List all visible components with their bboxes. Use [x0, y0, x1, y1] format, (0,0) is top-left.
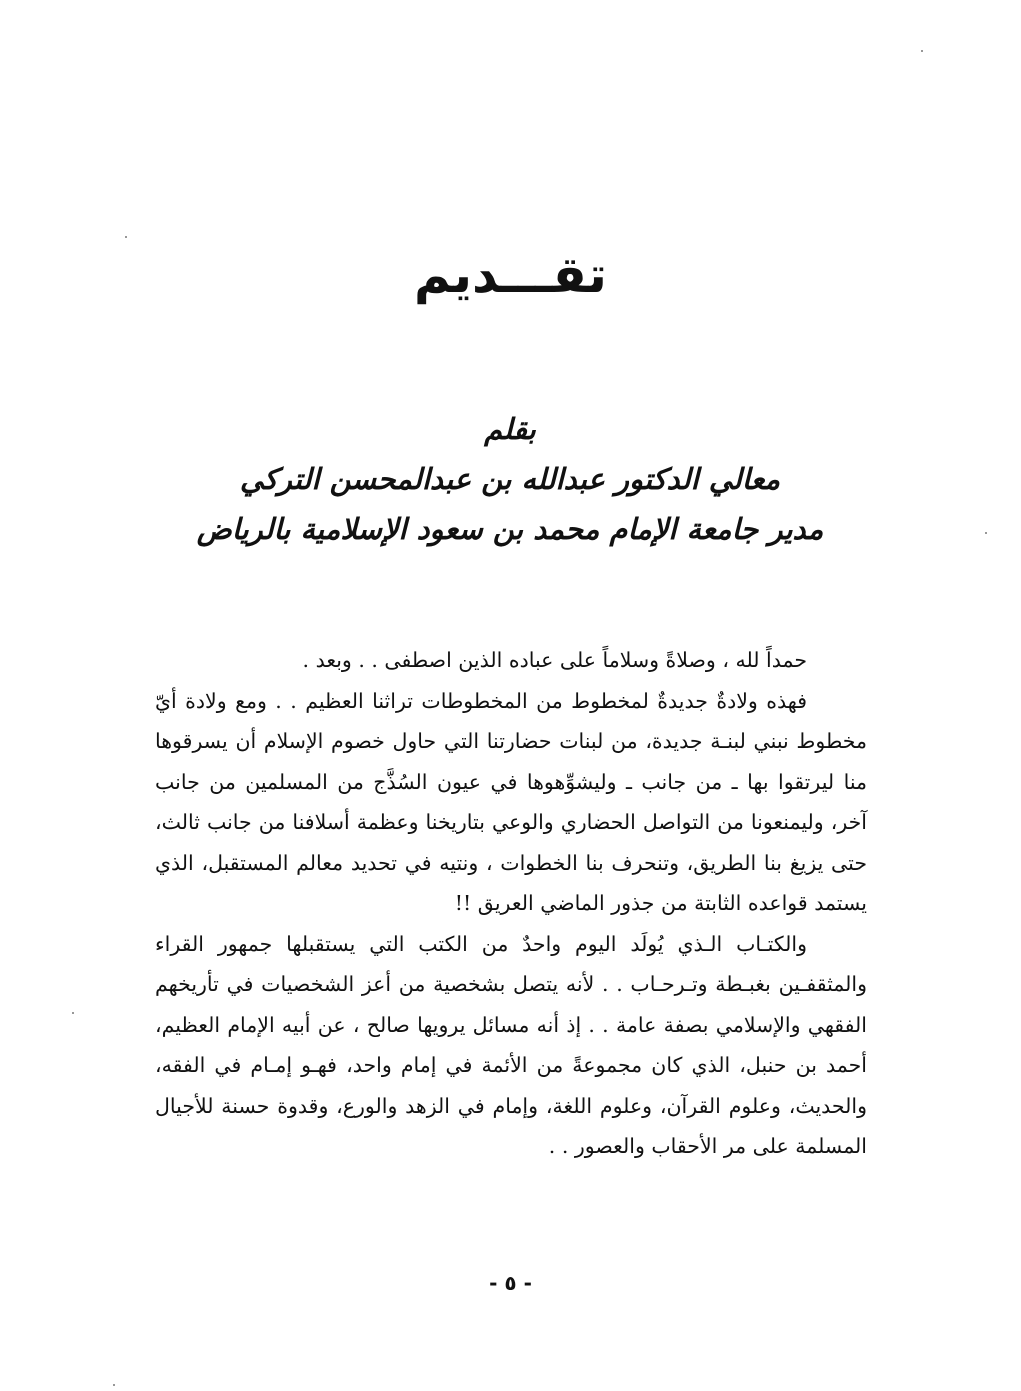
scan-speck	[921, 50, 923, 52]
page-title: تقـــديم	[414, 246, 607, 304]
paragraph-heritage: فهذه ولادةٌ جديدةٌ لمخطوط من المخطوطات تراثنا العظيم . . ومع ولادة أيّ مخطوط نبني لبنـة جديدة، من لبنات حضارتنا التي حاول خصوم الإسلام أن يسرقوها منا ليرتقوا بها ـ من جانب ـ وليشوِّهوها في عيون السُذَّج من المسلمين من جانب آخر، وليمنعونا من التواصل الحضاري والوعي بتاريخنا وعظمة أسلافنا من جانب ثالث، حتى يزيغ بنا الطريق، وتنحرف بنا الخطوات ، ونتيه في تحديد معالم المستقبل، الذي يستمد قواعده الثابتة من جذور الماضي العريق !!	[155, 688, 867, 915]
scan-speck	[985, 532, 987, 534]
body-text	[155, 640, 867, 1167]
author-name: معالي الدكتور عبدالله بن عبدالمحسن التركي	[239, 462, 781, 496]
paragraph-book: والكتـاب الـذي يُولَد اليوم واحدٌ من الكتب التي يستقبلها جمهور القراء والمثقفـين بغبـطة وتـرحـاب . . لأنه يتصل بشخصية من أعز الشخصيات في تأريخهم الفقهي والإسلامي بصفة عامة . . إذ أنه مسائل يرويها صالح ، عن أبيه الإمام العظيم، أحمد بن حنبل، الذي كان مجموعةً من الأئمة في إمام واحد، فهـو إمـام في الفقه، والحديث، وعلوم القرآن، وعلوم اللغة، وإمام في الزهد والورع، وقدوة حسنة للأجيال المسلمة على مر الأحقاب والعصور . .	[155, 931, 867, 1158]
author-position: مدير جامعة الإمام محمد بن سعود الإسلامية بالرياض	[196, 512, 824, 546]
scan-speck	[72, 1012, 74, 1014]
scan-speck	[113, 1384, 115, 1386]
author-byline	[170, 404, 850, 554]
paragraph-opening: حمداً لله ، وصلاةً وسلاماً على عباده الذين اصطفى . . وبعد .	[302, 648, 807, 672]
page-number: - ٥ -	[489, 1271, 532, 1295]
byline-label: بقلم	[484, 412, 536, 446]
scan-speck	[125, 236, 127, 238]
